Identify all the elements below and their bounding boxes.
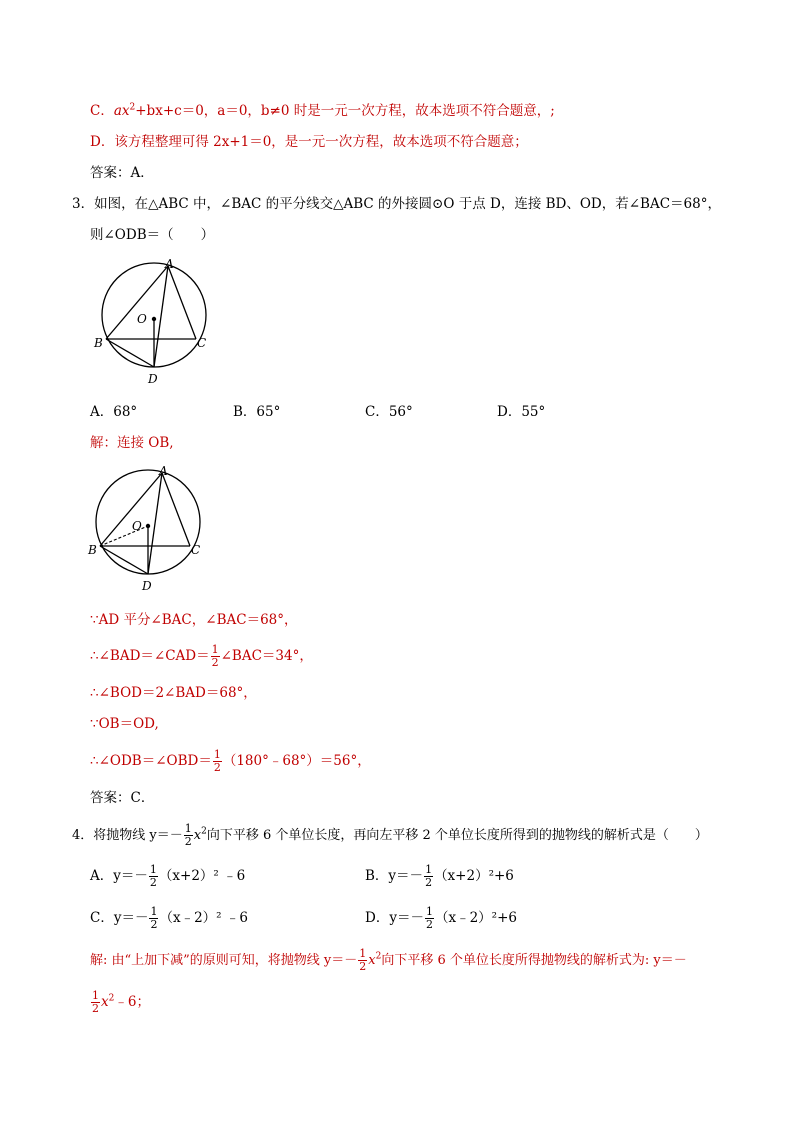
svg-text:B: B: [88, 543, 97, 557]
q4-option-c: C．y＝－ $\frac{1}{2}$ （x﹣2）² ﹣6: [90, 905, 248, 931]
q4-option-d: D．y＝－ $\frac{1}{2}$ （x﹣2）²+6: [365, 905, 517, 931]
q4-option-a: A．y＝－ $\frac{1}{2}$ （x+2）² ﹣6: [90, 863, 246, 889]
svg-text:D: D: [148, 372, 158, 386]
question-4: 4．将抛物线 y＝－ $\frac{1}{2}$ $x^2$向下平移 6 个单位长度，再向左平移 2 个单位长度所得到的抛物线的解析式是（ ）: [72, 822, 708, 848]
solution-3-intro: 解：连接 OB,: [90, 435, 174, 451]
question-3-line2: 则∠ODB＝（ ）: [90, 227, 215, 243]
option-d-explanation: D．该方程整理可得 2x+1＝0，是一元一次方程，故本选项不符合题意；: [90, 134, 528, 150]
solution-3-step1: ∵AD 平分∠BAC，∠BAC＝68°，: [90, 612, 298, 628]
svg-text:A: A: [159, 464, 168, 478]
circle-diagram-1: [92, 255, 222, 390]
svg-text:C: C: [191, 543, 201, 557]
q3-option-a: A．68°: [90, 404, 138, 420]
answer-2: 答案：A．: [90, 165, 154, 181]
svg-text:D: D: [142, 579, 152, 593]
svg-text:B: B: [94, 336, 103, 350]
circle-diagram-2: [86, 462, 216, 597]
solution-3-step4: ∵OB＝OD,: [90, 716, 159, 732]
solution-3-step2: ∴∠BAD＝∠CAD＝ $\frac{1}{2}$ ∠BAC＝34°，: [90, 643, 313, 669]
q3-option-d: D．55°: [497, 404, 546, 420]
question-3-line1: 3．如图，在△ABC 中，∠BAC 的平分线交△ABC 的外接圆⊙O 于点 D，连接 BD、OD，若∠BAC＝68°，: [72, 196, 721, 212]
svg-text:A: A: [165, 257, 174, 271]
solution-3-step5: ∴∠ODB＝∠OBD＝ $\frac{1}{2}$ （180°﹣68°）＝56°，: [90, 748, 371, 774]
option-c-explanation: C．$ax^2+bx+c=0$，a＝0，b≠0 时是一元一次方程，故本选项不符合题意，;: [90, 102, 555, 119]
answer-3: 答案：C．: [90, 790, 155, 806]
solution-4-line2: $\frac{1}{2}$ $x^2﹣6$；: [92, 989, 150, 1015]
solution-4-line1: 解: 由“上加下减”的原则可知，将抛物线 y＝－ $\frac{1}{2}$ $x^2$向下平移 6 个单位长度所得抛物线的解析式为: y＝－: [90, 947, 687, 973]
svg-text:C: C: [197, 336, 207, 350]
q3-option-c: C．56°: [365, 404, 413, 420]
solution-3-step3: ∴∠BOD＝2∠BAD＝68°，: [90, 685, 257, 701]
svg-text:O: O: [132, 519, 142, 533]
q3-option-b: B．65°: [233, 404, 281, 420]
q4-option-b: B．y＝－ $\frac{1}{2}$ （x+2）²+6: [365, 863, 514, 889]
svg-text:O: O: [137, 312, 147, 326]
